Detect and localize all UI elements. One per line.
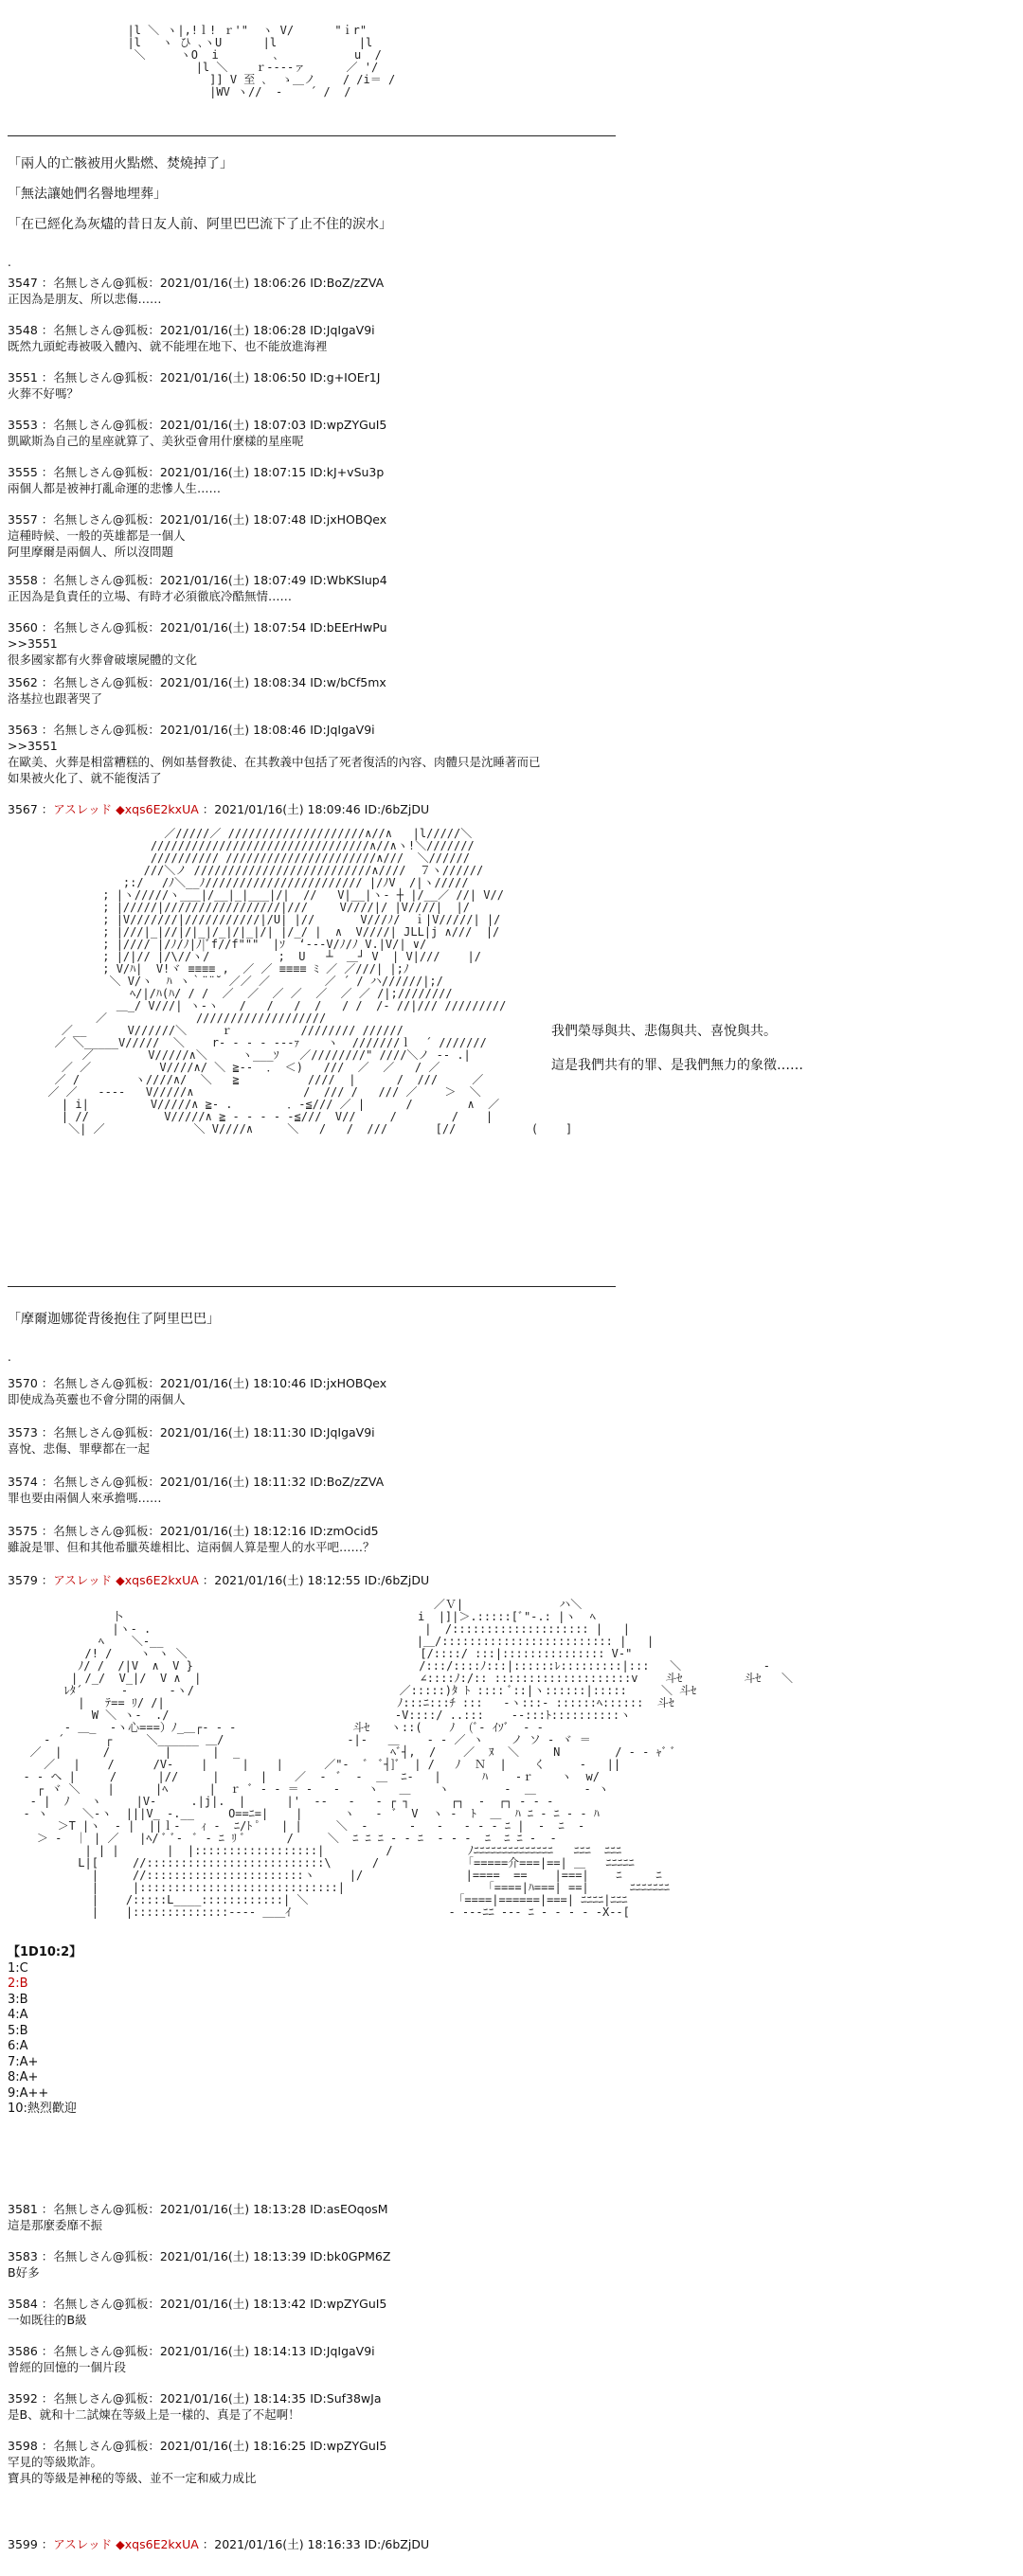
post-header: 3563 ：名無しさん@狐板：2021/01/16(土) 18:08:46 ID:JqIgaV9i [8,723,375,737]
post-header: 3551 ：名無しさん@狐板：2021/01/16(土) 18:06:50 ID:g+IOEr1J [8,370,381,385]
speech-line-2: 這是我們共有的罪、是我們無力的象徵…… [551,1058,803,1073]
post-3574: 3574 ：名無しさん@狐板：2021/01/16(土) 18:11:32 ID:BoZ/zZVA 罪也要由兩個人來承擔嗎…… [8,1474,1012,1506]
post-header: 3553 ：名無しさん@狐板：2021/01/16(土) 18:07:03 ID:wpZYGuI5 [8,418,387,432]
post-3560: 3560 ：名無しさん@狐板：2021/01/16(土) 18:07:54 ID:bEErHwPu >>3551 很多國家都有火葬會破壞屍體的文化 [8,619,1012,668]
post-header: 3547 ：名無しさん@狐板：2021/01/16(土) 18:06:26 ID:BoZ/zZVA [8,276,385,290]
post-header: 3557 ：名無しさん@狐板：2021/01/16(土) 18:07:48 ID:jxHOBQex [8,512,387,527]
post-3562: 3562 ：名無しさん@狐板：2021/01/16(土) 18:08:34 ID:w/bCf5mx 洛基拉也跟著哭了 [8,674,1012,707]
spacer-dot: . [8,1351,11,1364]
ascii-art-duo: ／Ｖ| ハ＼ 卜 i |]|＞.:::::[ﾞ"‐.: |ヽ ﾍ |ヽ‐ . | /:::::::::::::::::::: | | ﾍ ＼‐__ |＿/::::::::::::::::::::::::: | | /! / ヽ ヽ ＼ [/::::/ :::|::::::::::::::: V‐" ﾉ/ / /|V ∧ V } /:::/::::ﾉ:::|::::::ﾚ:::::::::|::: ＼ ‐ | /_/ V_|/ V ∧ | ∠::::ﾉ:/:: ::::::::::::::::::::v 斗ｾ 斗ｾ ＼ ﾚﾀ´ ‐ ‐ヽ/ ／:::::)ﾀ ﾄ :::: ﾞ::|ヽ::::::|::::: ＼ 斗ｾ | ﾃ== ﾘ/ /| ﾉ:::ﾆ:::ﾁ ::: ‐ヽ:::‐ ::::::ﾍ:::::: 斗ｾ W ＼ ヽ‐ ./ ‐V::::/ ..::: ‐‐:::ﾄ::::::::::ヽ ‐ ＿_ ‐ヽ心===）ﾉ_＿┌‐ ‐ ‐ 斗ｾ ヽ::( ﾉ (ﾞ‐ ｲｿﾞ ‐ ‐ ‐ ´ ┌ ＼______ ＿/ ‐|‐ ＿ ‐ ‐ ／ ヽ ノ ソ ‐ ヾ ＝ ／ | / | | _ ﾍﾞ┤, / ／ ﾇ ＼ N / ‐ ‐ ｬﾞ ﾞ ／ | / /V‐ | | | ／"‐ ﾞ ﾞ┤]ﾞ | / ﾉ Ｎ | く ‐ || ‐ ‐ ヘ | / |// | | ／ ‐ ﾞ ‐ ＿ ﾆ‐ | ﾊ ‐ｒ ヽ w/ ┌ ヾ ＼ | |ﾍ | ｒ ﾞ ‐ ‐ ＝ ‐ ‐ ヽ ＿ ヽ ‐ ＿ ‐ ヽ ‐ | ﾉ ヽ |V‐ .|j|. | |' ‐‐ ‐ ‐ ┌ ┐ ┌┐ ‐ ┌┐ ‐ ‐ ‐ ‐ ヽ ＼‐ヽ |||V_ ‐.__ O==ﾆ=| | ヽ ‐ ﾞ V ヽ ‐ ﾄ ＿ ﾊ ﾆ ‐ ﾆ ‐ ‐ ﾊ ＞T |ヽ ‐ | ||ｌ‐ ｨ ‐ ﾆ/ﾄ ﾟ | | ＼ ‐ ‐ ‐ ‐ ‐ ‐ ﾆ | ‐ ﾆ ‐ ＞ ‐ ｜ | ／ |ﾍ/ ﾞ ﾞ‐ ﾞ ‐ ﾆ ﾘ ﾞ / ＼ ﾆ ﾆ ﾆ ‐ ‐ ﾆ ‐ ‐ ‐ ﾆ ﾆ ﾆ ‐ ‐ | | | | |::::::::::::::::::| / ﾉﾆﾆﾆﾆﾆﾆﾆﾆﾆﾆﾆﾆﾆﾆ ﾆﾆﾆ ﾆﾆﾆ L|[ //::::::::::::::::::::::::::\ / ｢=====介===|==| ＿ ﾆﾆﾆﾆﾆ | //:::::::::::::::::::::::ヽ |/ |==== == |===| ﾆ ﾆ | |:::::::::::::::::::::::::::::| ｢====|ﾊ===| ==| ﾆﾆﾆﾆﾆﾆﾆ | /:::::L____::::::::::::| ＼ ｢====|======|===| ﾆﾆﾆﾆ|ﾆﾆﾆ | |::::::::::::::‐‐‐‐ ＿＿ｲ ‐ ‐‐‐ﾆﾆ ‐‐‐ ﾆ ‐ ‐ ‐ ‐ ‐X‐‐[ [23,1598,794,1919]
post-header: 3581 ：名無しさん@狐板：2021/01/16(土) 18:13:28 ID:asEOqosM [8,2202,388,2216]
post-3563: 3563 ：名無しさん@狐板：2021/01/16(土) 18:08:46 ID:JqIgaV9i >>3551 在歐美、火葬是相當糟糕的、例如基督教徒、在其教義中包括了死者復活的內容、肉體只是沈睡著而已 如果被火化了、就不能復活了 [8,722,1012,786]
poster-name: アスレッド [53,802,113,816]
post-header: 3583 ：名無しさん@狐板：2021/01/16(土) 18:13:39 ID:bk0GPM6Z [8,2249,391,2263]
dice-option: 5:B [8,2023,28,2038]
dice-option: 10:熱烈歡迎 [8,2102,77,2116]
post-header: 3558 ：名無しさん@狐板：2021/01/16(土) 18:07:49 ID:WbKSIup4 [8,573,387,587]
poster-trip: ◆xqs6E2kxUA [116,802,199,816]
post-3598: 3598 ：名無しさん@狐板：2021/01/16(土) 18:16:25 ID:wpZYGuI5 罕見的等級欺詐。 寶具的等級是神秘的等級、並不一定和威力成比 [8,2438,1012,2486]
post-header: 3592 ：名無しさん@狐板：2021/01/16(土) 18:14:35 ID:Suf38wJa [8,2391,382,2406]
dice-option: 8:A+ [8,2070,39,2084]
post-header: 3574 ：名無しさん@狐板：2021/01/16(土) 18:11:32 ID:BoZ/zZVA [8,1475,385,1489]
post-3551: 3551 ：名無しさん@狐板：2021/01/16(土) 18:06:50 ID:g+IOEr1J 火葬不好嗎？ [8,369,1012,402]
poster-trip: ◆xqs6E2kxUA [116,2537,199,2551]
dice-option: 4:A [8,2008,28,2022]
post-3581: 3581 ：名無しさん@狐板：2021/01/16(土) 18:13:28 ID:asEOqosM 這是那麼委靡不振 [8,2201,1012,2233]
narration-3: 「在已經化為灰燼的昔日友人前、阿里巴巴流下了止不住的淚水」 [8,217,392,232]
post-3584: 3584 ：名無しさん@狐板：2021/01/16(土) 18:13:42 ID:wpZYGuI5 一如既往的B級 [8,2296,1012,2328]
spacer-dot: . [8,256,11,269]
dice-option: 7:A+ [8,2054,39,2069]
poster-name: アスレッド [53,1573,113,1587]
dice-option: 6:A [8,2039,28,2053]
speech-line-1: 我們榮辱與共、悲傷與共、喜悅與共。 [551,1024,777,1039]
reply-anchor-link[interactable]: >>3551 [8,739,58,753]
post-3553: 3553 ：名無しさん@狐板：2021/01/16(土) 18:07:03 ID:wpZYGuI5 凱歐斯為自己的星座就算了、美狄亞會用什麼樣的星座呢 [8,417,1012,449]
reply-anchor-link[interactable]: >>3551 [8,636,58,651]
post-header: 3548 ：名無しさん@狐板：2021/01/16(土) 18:06:28 ID:JqIgaV9i [8,323,375,337]
post-3579-header: 3579 ：アスレッド ◆xqs6E2kxUA ：2021/01/16(土) 18:12:55 ID:/6bZjDU [8,1573,430,1587]
divider [8,135,616,136]
post-3548: 3548 ：名無しさん@狐板：2021/01/16(土) 18:06:28 ID:JqIgaV9i 既然九頭蛇毒被吸入體內、就不能埋在地下、也不能放進海裡 [8,322,1012,354]
post-header: 3560 ：名無しさん@狐板：2021/01/16(土) 18:07:54 ID:bEErHwPu [8,620,387,635]
narration-4: 「摩爾迦娜從背後抱住了阿里巴巴」 [8,1312,220,1327]
post-header: 3575 ：名無しさん@狐板：2021/01/16(土) 18:12:16 ID:zmOcid5 [8,1524,379,1538]
post-header: 3562 ：名無しさん@狐板：2021/01/16(土) 18:08:34 ID:w/bCf5mx [8,675,386,689]
post-3592: 3592 ：名無しさん@狐板：2021/01/16(土) 18:14:35 ID:Suf38wJa 是B、就和十二試煉在等級上是一樣的、真是了不起啊！ [8,2390,1012,2423]
narration-1: 「兩人的亡骸被用火點燃、焚燒掉了」 [8,156,233,171]
post-3599-header: 3599 ：アスレッド ◆xqs6E2kxUA ：2021/01/16(土) 18:16:33 ID:/6bZjDU [8,2537,430,2551]
dice-option: 3:B [8,1992,28,2007]
poster-trip: ◆xqs6E2kxUA [116,1573,199,1587]
post-3575: 3575 ：名無しさん@狐板：2021/01/16(土) 18:12:16 ID:zmOcid5 雖說是罪、但和其他希臘英雄相比、這兩個人算是聖人的水平吧……？ [8,1523,1012,1555]
post-header: 3555 ：名無しさん@狐板：2021/01/16(土) 18:07:15 ID:kJ+vSu3p [8,465,385,479]
post-3570: 3570 ：名無しさん@狐板：2021/01/16(土) 18:10:46 ID:jxHOBQex 即使成為英靈也不會分開的兩個人 [8,1375,1012,1407]
dice-result-list [8,1945,81,2118]
narration-2: 「無法讓她們名譽地埋葬」 [8,187,167,202]
post-header: 3573 ：名無しさん@狐板：2021/01/16(土) 18:11:30 ID:JqIgaV9i [8,1425,375,1440]
ascii-art-embrace: ／/////／ ////////////////////∧//∧ |l/////＼ ////////////////////////////////∧//∧ヽ!＼/////// ////////// //////////////////////∧/// ＼////// ///＼ノ //////////////////////////∧//// ７ヽ////// ;:/ /ﾉ＼__ﾉ/////////////////////// |/ﾉV /|ヽ///// ; |ヽ/////ヽ___|/__|_|___|/| // V|__|ヽ‐ ┼ |/__／ //| V// ; |/////|/////////////////|/// V////|/ |V////| |/ ; |V///////|///////////|/U| |// V///ﾉ/ ｉ|V/////| |/ ; |///|_|//|/|_|/_|/|_|/| |/_/ | ∧ V////| JLL|j ∧/// |/ ; |//// |/ﾉ/ﾉ|ﾉ|ﾞf//f""" |ｿ ‘‐‐‐V/ﾉ/ﾉ V.|V/| ∨/ ; |/|// |/\//ヽ/ ; U ┴ ＿┘ V | V|/// |/ ; V/ﾊ| V!ヾ ≡≡≡≡ , ／ ／ ≡≡≡≡ ﾐ ／ ／///| |;ﾉ ＼ V/ヽ ﾊ ヽ｀¨¨˘ ／／ ／ ／ ´ / ハ//////|;/ ﾍ/|/ﾊ(ﾊ/ / / ／ ／ ／ ／ ／ ／ ／ /|;//////// ＿_/ V///| ヽ‐ヽ / / / / / / /‐ //|/// ///////// ／ /////////////////// ／__ V//////＼ ｒ //////// ////// ／ ＼_____V///// ＼ r‐ ‐ ‐ ‐ ‐‐‐ｧ ヽ ///////ｌ ´ /////// ／ V/////∧＼ ヽ___ｿ ／////////" ////＼ノ ‐‐ .| ／ ／ V////∧/ ＼ ≧‐‐ ． ＜) /// ／ ／ / ／ ／ / ヽ////∧/ ＼ ≧ //// | / /// ／ ／ ／ ‐‐‐‐ V/////∧ / /// / /// ／ ＞ ＼ | i| V/////∧ ≧‐ . ．‐≦/// ／ | / ∧ ／ | // V/////∧ ≧ ‐ ‐ ‐ ‐ ‐≦/// V// / / | ＼| ／ ＼ V////∧ ＼ / / /// [// ( ] [47,827,573,1136]
dice-roll-title: 【1D10:2】 [8,1945,82,1959]
dice-option: 1:C [8,1960,28,1976]
post-3583: 3583 ：名無しさん@狐板：2021/01/16(土) 18:13:39 ID:bk0GPM6Z B好多 [8,2248,1012,2281]
dice-option-selected: 2:B [8,1977,28,1991]
post-3555: 3555 ：名無しさん@狐板：2021/01/16(土) 18:07:15 ID:kJ+vSu3p 兩個人都是被神打亂命運的悲慘人生…… [8,464,1012,496]
post-header: 3586 ：名無しさん@狐板：2021/01/16(土) 18:14:13 ID:JqIgaV9i [8,2344,375,2358]
ascii-art-top: |l ＼ ヽ|,!ｌ! ｒ'" ヽ V/ "ｉr" |l ヽ ひ ､ヽU |l |l ＼ ヽO i ､ u / |l ＼ ｒ‐‐‐‐ァ ／ '/ ]] V 至 ､ ゝ＿ノ / /i＝ / |WV ヽ// ‐ ´ / / [127,24,396,98]
divider [8,1286,616,1287]
post-3586: 3586 ：名無しさん@狐板：2021/01/16(土) 18:14:13 ID:JqIgaV9i 曾經的回憶的一個片段 [8,2343,1012,2375]
poster-name: アスレッド [53,2537,113,2551]
post-header: 3570 ：名無しさん@狐板：2021/01/16(土) 18:10:46 ID:jxHOBQex [8,1376,387,1390]
post-header: 3598 ：名無しさん@狐板：2021/01/16(土) 18:16:25 ID:wpZYGuI5 [8,2439,387,2453]
post-3573: 3573 ：名無しさん@狐板：2021/01/16(土) 18:11:30 ID:JqIgaV9i 喜悅、悲傷、罪孽都在一起 [8,1424,1012,1457]
post-header: 3584 ：名無しさん@狐板：2021/01/16(土) 18:13:42 ID:wpZYGuI5 [8,2297,387,2311]
post-3547: 3547 ：名無しさん@狐板：2021/01/16(土) 18:06:26 ID:BoZ/zZVA 正因為是朋友、所以悲傷…… [8,275,1012,307]
post-3557: 3557 ：名無しさん@狐板：2021/01/16(土) 18:07:48 ID:jxHOBQex 這種時候、一般的英雄都是一個人 阿里摩爾是兩個人、所以沒問題 [8,511,1012,560]
dice-option: 9:A++ [8,2085,49,2101]
post-3558: 3558 ：名無しさん@狐板：2021/01/16(土) 18:07:49 ID:WbKSIup4 正因為是負責任的立場、有時才必須徹底冷酷無情…… [8,572,1012,604]
post-3567-header: 3567 ：アスレッド ◆xqs6E2kxUA ：2021/01/16(土) 18:09:46 ID:/6bZjDU [8,802,430,816]
